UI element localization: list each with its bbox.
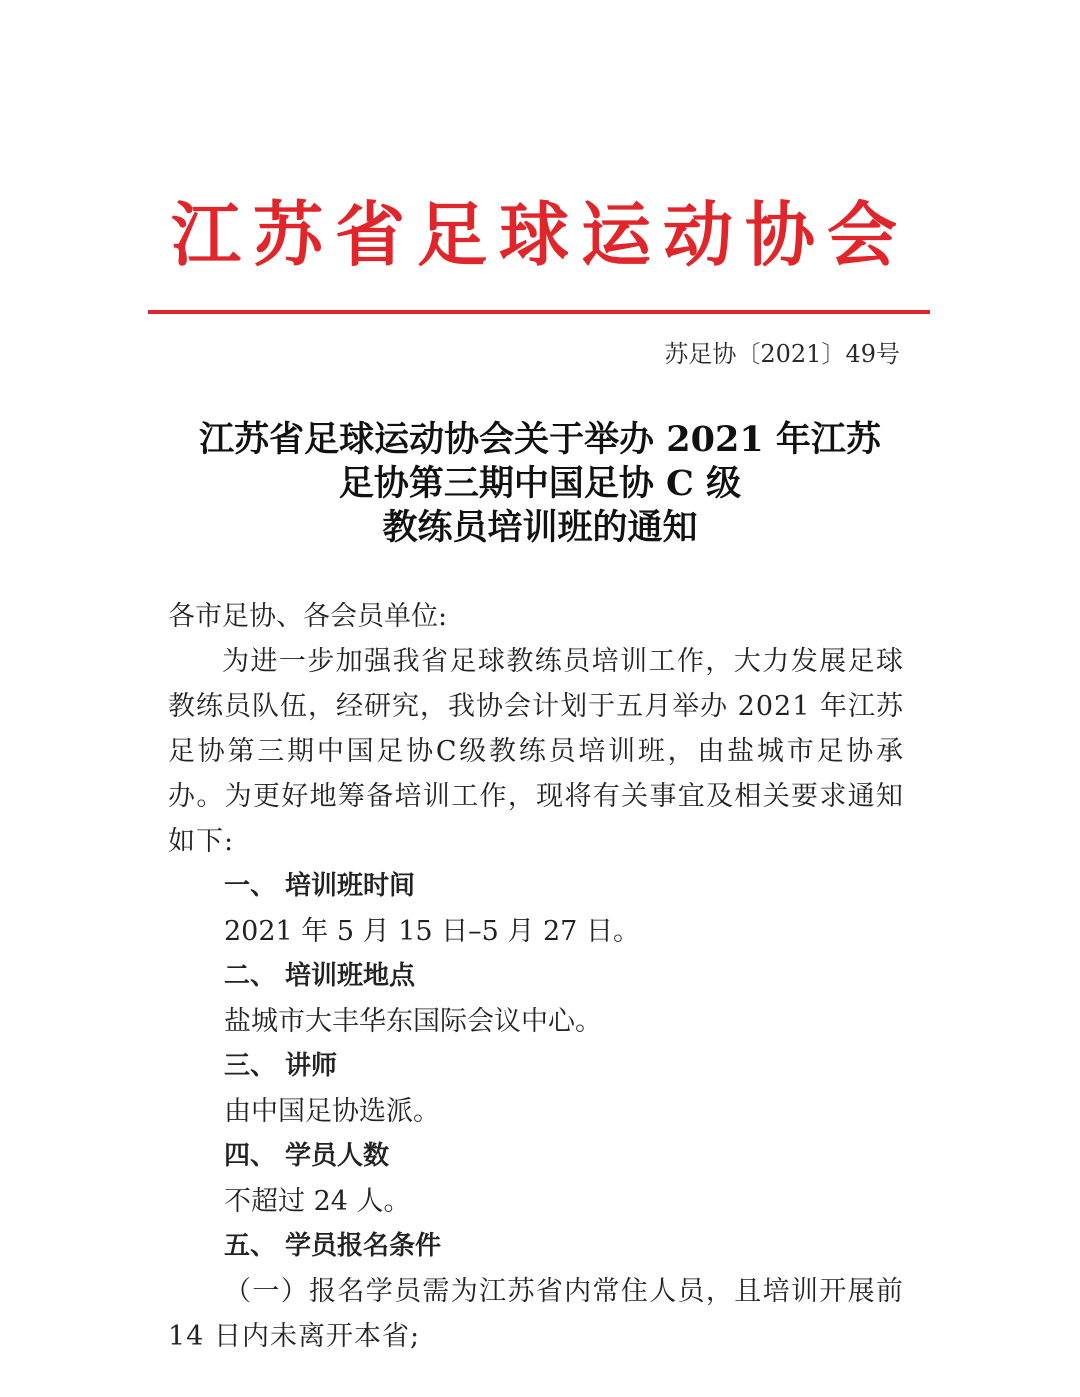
section-content-time: 2021 年 5 月 15 日–5 月 27 日。 [224, 916, 640, 947]
condition-item-1: （一）报名学员需为江苏省内常住人员，且培训开展前14 日内未离开本省; [168, 1276, 904, 1352]
section-content-lecturer: 由中国足协选派。 [224, 1096, 440, 1127]
title-line-3: 教练员培训班的通知 [382, 507, 698, 548]
red-divider-line [148, 310, 930, 314]
section-heading-conditions: 五、 学员报名条件 [224, 1231, 442, 1261]
document-number: 苏足协〔2021〕49号 [664, 340, 900, 368]
letterhead: 江苏省足球运动协会 [171, 193, 909, 276]
section-heading-time: 一、 培训班时间 [224, 871, 416, 901]
title-line-2: 足协第三期中国足协 C 级 [338, 463, 742, 504]
section-heading-location: 二、 培训班地点 [224, 961, 416, 991]
document-title [150, 418, 930, 550]
section-content-count: 不超过 24 人。 [224, 1186, 411, 1217]
title-line-1: 江苏省足球运动协会关于举办 2021 年江苏 [199, 419, 881, 460]
salutation: 各市足协、各会员单位: [168, 601, 448, 632]
intro-paragraph: 为进一步加强我省足球教练员培训工作，大力发展足球教练员队伍，经研究，我协会计划于五月举办 2021 年江苏足协第三期中国足协C级教练员培训班，由盐城市足协承办。为更好地筹备培训工作，现将有关事宜及相关要求通知如下: [168, 646, 904, 857]
document-body [168, 594, 904, 1359]
section-heading-lecturer: 三、 讲师 [224, 1051, 338, 1081]
section-heading-count: 四、 学员人数 [224, 1141, 390, 1171]
section-content-location: 盐城市大丰华东国际会议中心。 [224, 1006, 602, 1037]
